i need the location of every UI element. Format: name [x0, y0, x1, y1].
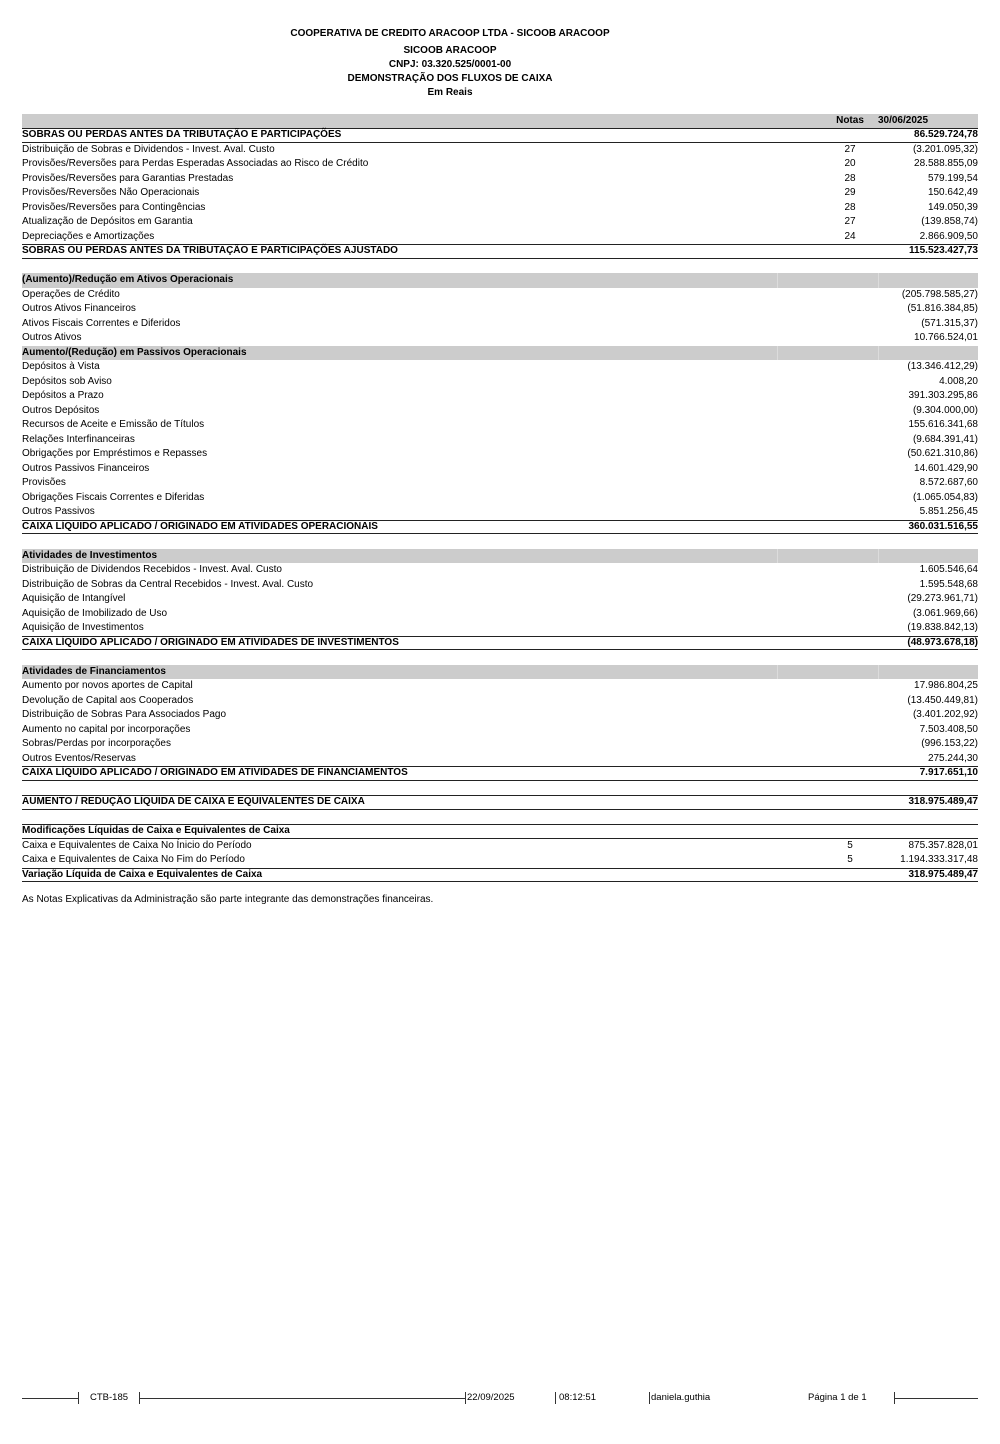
row-value: (51.816.384,85)	[907, 303, 978, 314]
table-row	[22, 404, 978, 419]
row-value: (3.061.969,66)	[912, 607, 978, 619]
row-value: (13.450.449,81)	[907, 694, 978, 706]
row-label: Outros Passivos Financeiros	[22, 462, 150, 474]
row-value: (3.201.095,32)	[912, 143, 978, 155]
row-label: Operações de Crédito	[22, 288, 120, 300]
investing-section: Atividades de Investimentos	[22, 549, 978, 564]
row-note: 27	[844, 216, 856, 227]
footer-rule	[894, 1398, 978, 1399]
explanatory-note: As Notas Explicativas da Administração são parte integrante das demonstrações financeiras.	[22, 894, 434, 905]
row-value: 14.601.429,90	[914, 462, 978, 474]
row-note: 29	[844, 187, 856, 198]
row-label: Provisões/Reversões para Contingências	[22, 201, 206, 213]
row-value: 391.303.295,86	[908, 390, 978, 401]
row-label: Distribuição de Sobras Para Associados Pago	[22, 709, 227, 720]
document-title: DEMONSTRAÇÃO DOS FLUXOS DE CAIXA	[347, 73, 553, 84]
table-row	[22, 563, 978, 578]
row-note: 20	[844, 158, 856, 169]
row-label: Depósitos a Prazo	[22, 390, 104, 401]
row-note: 5	[847, 854, 853, 865]
row-value: 1.605.546,64	[919, 564, 978, 575]
row-label: Distribuição de Sobras e Dividendos - Invest. Aval. Custo	[22, 143, 275, 155]
row-value: 875.357.828,01	[908, 839, 978, 851]
row-label: Provisões/Reversões para Garantias Prestadas	[22, 172, 234, 184]
row-value: (139.858,74)	[921, 216, 978, 227]
row-label: Aquisição de Intangível	[22, 593, 126, 604]
table-row	[22, 331, 978, 346]
notes-column-header: Notas	[836, 115, 864, 126]
row-value: (571.315,37)	[921, 317, 978, 329]
footer-tick	[78, 1392, 79, 1404]
row-label: Aumento no capital por incorporações	[22, 723, 191, 735]
row-label: Outros Eventos/Reservas	[22, 752, 136, 764]
financing-section: Atividades de Financiamentos	[22, 665, 978, 680]
table-row	[22, 708, 978, 723]
table-row	[22, 839, 978, 854]
table-row	[22, 375, 978, 390]
row-label: Obrigações por Empréstimos e Repasses	[22, 448, 208, 459]
row-value: 1.595.548,68	[919, 578, 978, 590]
row-label: Outros Ativos Financeiros	[22, 303, 136, 314]
operating-liabilities-section: Aumento/(Redução) em Passivos Operacionais	[22, 346, 978, 361]
period-column-header: 30/06/2025	[877, 115, 929, 126]
table-row	[22, 157, 978, 172]
row-label: Aumento por novos aportes de Capital	[22, 680, 193, 691]
footer-tick	[465, 1392, 466, 1404]
table-row	[22, 853, 978, 868]
table-row	[22, 215, 978, 230]
row-label: Obrigações Fiscais Correntes e Diferidas	[22, 491, 205, 503]
table-row	[22, 389, 978, 404]
table-row	[22, 694, 978, 709]
row-value: 149.050,39	[927, 201, 978, 213]
net-change-row: AUMENTO / REDUÇÃO LÍQUIDA DE CAIXA E EQUIVALENTES DE CAIXA 318.975.489,47	[22, 795, 978, 810]
row-label: Depreciações e Amortizações	[22, 230, 155, 242]
row-label: Distribuição de Sobras da Central Recebidos - Invest. Aval. Custo	[22, 578, 314, 590]
table-row	[22, 418, 978, 433]
table-row	[22, 723, 978, 738]
row-label: Caixa e Equivalentes de Caixa No Fim do Período	[22, 854, 245, 865]
pre-tax-adjusted-row: SOBRAS OU PERDAS ANTES DA TRIBUTAÇÃO E PARTICIPAÇÕES AJUSTADO 115.523.427,73	[22, 244, 978, 259]
row-value: 4.008,20	[939, 375, 978, 387]
table-row	[22, 288, 978, 303]
row-label: Aquisição de Investimentos	[22, 622, 144, 633]
print-time: 08:12:51	[559, 1392, 596, 1403]
row-value: (19.838.842,13)	[907, 622, 978, 633]
row-label: Outros Passivos	[22, 506, 95, 517]
row-value: 1.194.333.317,48	[900, 854, 978, 865]
row-value: 8.572.687,60	[919, 477, 978, 488]
row-value: (13.346.412,29)	[907, 361, 978, 372]
row-value: 17.986.804,25	[914, 680, 978, 691]
table-row	[22, 201, 978, 216]
row-note: 5	[847, 839, 853, 851]
table-row	[22, 592, 978, 607]
row-value: (9.304.000,00)	[912, 404, 978, 416]
footer-tick	[555, 1392, 556, 1404]
entity-name: SICOOB ARACOOP	[403, 45, 497, 56]
footer-tick	[649, 1392, 650, 1404]
row-label: Provisões	[22, 477, 66, 488]
table-row	[22, 578, 978, 593]
table-row	[22, 621, 978, 636]
row-label: Outros Ativos	[22, 332, 82, 343]
table-row	[22, 505, 978, 520]
row-label: Distribuição de Dividendos Recebidos - Invest. Aval. Custo	[22, 564, 282, 575]
table-row	[22, 172, 978, 187]
row-note: 24	[844, 230, 856, 242]
row-value: (29.273.961,71)	[907, 593, 978, 604]
row-label: Recursos de Aceite e Emissão de Títulos	[22, 419, 205, 430]
row-value: 275.244,30	[927, 752, 978, 764]
row-label: Provisões/Reversões para Perdas Esperadas Associadas ao Risco de Crédito	[22, 158, 369, 169]
row-label: Caixa e Equivalentes de Caixa No Ínicio do Período	[22, 839, 252, 851]
row-value: 155.616.341,68	[908, 419, 978, 430]
print-user: daniela.guthia	[651, 1392, 711, 1403]
row-value: 579.199,54	[927, 172, 978, 184]
row-value: 5.851.256,45	[919, 506, 978, 517]
row-value: (9.684.391,41)	[912, 433, 978, 445]
row-label: Relações Interfinanceiras	[22, 433, 135, 445]
row-value: 28.588.855,09	[914, 158, 978, 169]
table-row	[22, 679, 978, 694]
variation-total-row: Variação Líquida de Caixa e Equivalentes de Caixa 318.975.489,47	[22, 868, 978, 883]
table-row	[22, 433, 978, 448]
column-header-row	[22, 114, 978, 128]
table-row	[22, 302, 978, 317]
page-footer	[0, 1391, 1000, 1407]
modifications-section: Modificações Líquidas de Caixa e Equivalentes de Caixa	[22, 824, 978, 839]
row-note: 28	[844, 172, 856, 184]
row-label: Sobras/Perdas por incorporações	[22, 738, 171, 749]
table-row	[22, 186, 978, 201]
operating-assets-section: (Aumento)/Redução em Ativos Operacionais	[22, 273, 978, 288]
row-label: Devolução de Capital aos Cooperados	[22, 694, 194, 706]
row-label: Provisões/Reversões Não Operacionais	[22, 187, 200, 198]
row-value: (205.798.585,27)	[901, 288, 978, 300]
row-label: Outros Depósitos	[22, 404, 100, 416]
row-value: (996.153,22)	[921, 738, 978, 749]
row-value: (50.621.310,86)	[907, 448, 978, 459]
print-date: 22/09/2025	[467, 1392, 515, 1403]
operating-total-row: CAIXA LÍQUIDO APLICADO / ORIGINADO EM ATIVIDADES OPERACIONAIS 360.031.516,55	[22, 520, 978, 535]
row-value: 7.503.408,50	[919, 723, 978, 735]
row-value: 10.766.524,01	[914, 332, 978, 343]
row-label: Atualização de Depósitos em Garantia	[22, 216, 193, 227]
row-note: 27	[844, 143, 856, 155]
financing-total-row: CAIXA LÍQUIDO APLICADO / ORIGINADO EM ATIVIDADES DE FINANCIAMENTOS 7.917.651,10	[22, 766, 978, 781]
row-label: Ativos Fiscais Correntes e Diferidos	[22, 317, 181, 329]
table-row	[22, 360, 978, 375]
page-number: Página 1 de 1	[808, 1392, 867, 1403]
table-row	[22, 447, 978, 462]
report-code: CTB-185	[90, 1392, 129, 1403]
table-row	[22, 230, 978, 245]
table-row	[22, 607, 978, 622]
row-value: 150.642,49	[927, 187, 978, 198]
company-name: COOPERATIVA DE CREDITO ARACOOP LTDA - SICOOB ARACOOP	[290, 28, 610, 39]
row-label: Aquisição de Imobilizado de Uso	[22, 607, 168, 619]
table-row	[22, 752, 978, 767]
table-row	[22, 491, 978, 506]
table-row	[22, 462, 978, 477]
cash-flow-table	[22, 114, 978, 882]
pre-tax-total-row: SOBRAS OU PERDAS ANTES DA TRIBUTAÇÃO E PARTICIPAÇÕES 86.529.724,78	[22, 128, 978, 143]
table-row	[22, 476, 978, 491]
row-value: 2.866.909,50	[919, 230, 978, 242]
row-value: (3.401.202,92)	[912, 709, 978, 720]
row-label: Depósitos sob Aviso	[22, 375, 112, 387]
investing-total-row: CAIXA LÍQUIDO APLICADO / ORIGINADO EM ATIVIDADES DE INVESTIMENTOS (48.973.678,18)	[22, 636, 978, 651]
table-row	[22, 737, 978, 752]
row-note: 28	[844, 201, 856, 213]
row-label: Depósitos à Vista	[22, 361, 100, 372]
table-row	[22, 143, 978, 158]
footer-rule	[139, 1398, 465, 1399]
table-row	[22, 317, 978, 332]
cnpj: CNPJ: 03.320.525/0001-00	[388, 59, 512, 70]
currency-unit: Em Reais	[427, 87, 473, 98]
row-value: (1.065.054,83)	[912, 491, 978, 503]
footer-rule	[22, 1398, 78, 1399]
